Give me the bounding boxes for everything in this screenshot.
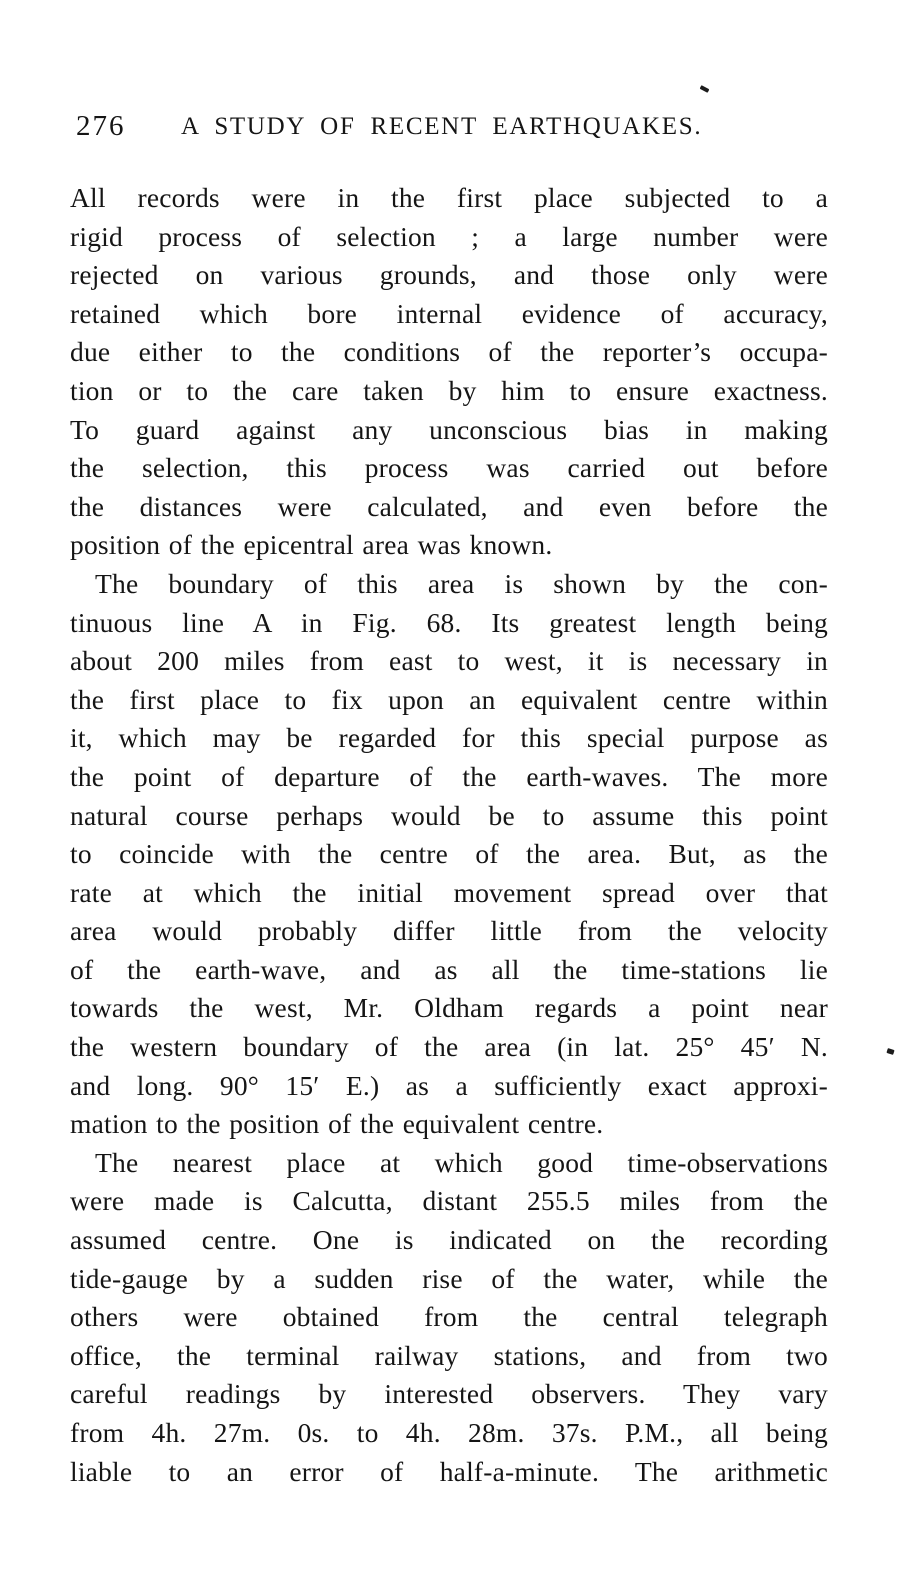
text-line: others were obtained from the central telegraph — [70, 1301, 828, 1333]
scan-speck — [886, 1048, 894, 1055]
text-line: towards the west, Mr. Oldham regards a point near — [70, 992, 828, 1024]
text-line: office, the terminal railway stations, and from two — [70, 1339, 828, 1371]
text-line: rate at which the initial movement spread over that — [70, 876, 828, 908]
text-line: liable to an error of half-a-minute. The arithmetic — [70, 1455, 828, 1487]
page-header — [0, 110, 900, 146]
text-line: area would probably differ little from the velocity — [70, 915, 828, 947]
text-line: assumed centre. One is indicated on the recording — [70, 1224, 828, 1256]
text-line: from 4h. 27m. 0s. to 4h. 28m. 37s. P.M., all being — [70, 1417, 828, 1448]
text-line: rejected on various grounds, and those only were — [70, 259, 828, 291]
text-line: were made is Calcutta, distant 255.5 miles from the — [70, 1185, 828, 1217]
text-line: about 200 miles from east to west, it is necessary in — [70, 645, 828, 677]
text-line: All records were in the first place subjected to a — [70, 182, 828, 213]
text-line: rigid process of selection ; a large number were — [70, 220, 828, 252]
text-line: of the earth-wave, and as all the time-stations lie — [70, 953, 828, 985]
text-line: the point of departure of the earth-waves. The more — [70, 760, 828, 792]
text-line: position of the epicentral area was known. — [70, 529, 553, 561]
text-line: it, which may be regarded for this special purpose as — [70, 722, 828, 754]
text-line: careful readings by interested observers. They vary — [70, 1378, 828, 1410]
text-line: due either to the conditions of the reporter’s occupa- — [70, 336, 828, 368]
text-line: the western boundary of the area (in lat. 25° 45′ N. — [70, 1031, 828, 1063]
text-line: and long. 90° 15′ E.) as a sufficiently exact approxi- — [70, 1069, 828, 1101]
text-line: retained which bore internal evidence of accuracy, — [70, 297, 828, 329]
text-line: mation to the position of the equivalent centre. — [70, 1108, 604, 1140]
text-line: the distances were calculated, and even before the — [70, 490, 828, 522]
text-line: tion or to the care taken by him to ensure exactness. — [70, 374, 828, 406]
text-line: natural course perhaps would be to assume this point — [70, 799, 828, 831]
text-line: To guard against any unconscious bias in making — [70, 413, 828, 445]
text-line: The boundary of this area is shown by the con- — [95, 567, 828, 599]
scan-speck — [700, 85, 710, 93]
text-line: tinuous line A in Fig. 68. Its greatest length being — [70, 606, 828, 638]
page-text — [70, 179, 828, 1491]
page-number: 276 — [76, 110, 126, 142]
running-title: A STUDY OF RECENT EARTHQUAKES. — [181, 113, 703, 140]
text-line: the first place to fix upon an equivalent centre within — [70, 683, 828, 715]
text-line: The nearest place at which good time-observations — [95, 1146, 828, 1178]
text-line: tide-gauge by a sudden rise of the water, while the — [70, 1262, 828, 1294]
text-line: the selection, this process was carried out before — [70, 452, 828, 484]
text-line: to coincide with the centre of the area. But, as the — [70, 838, 828, 870]
